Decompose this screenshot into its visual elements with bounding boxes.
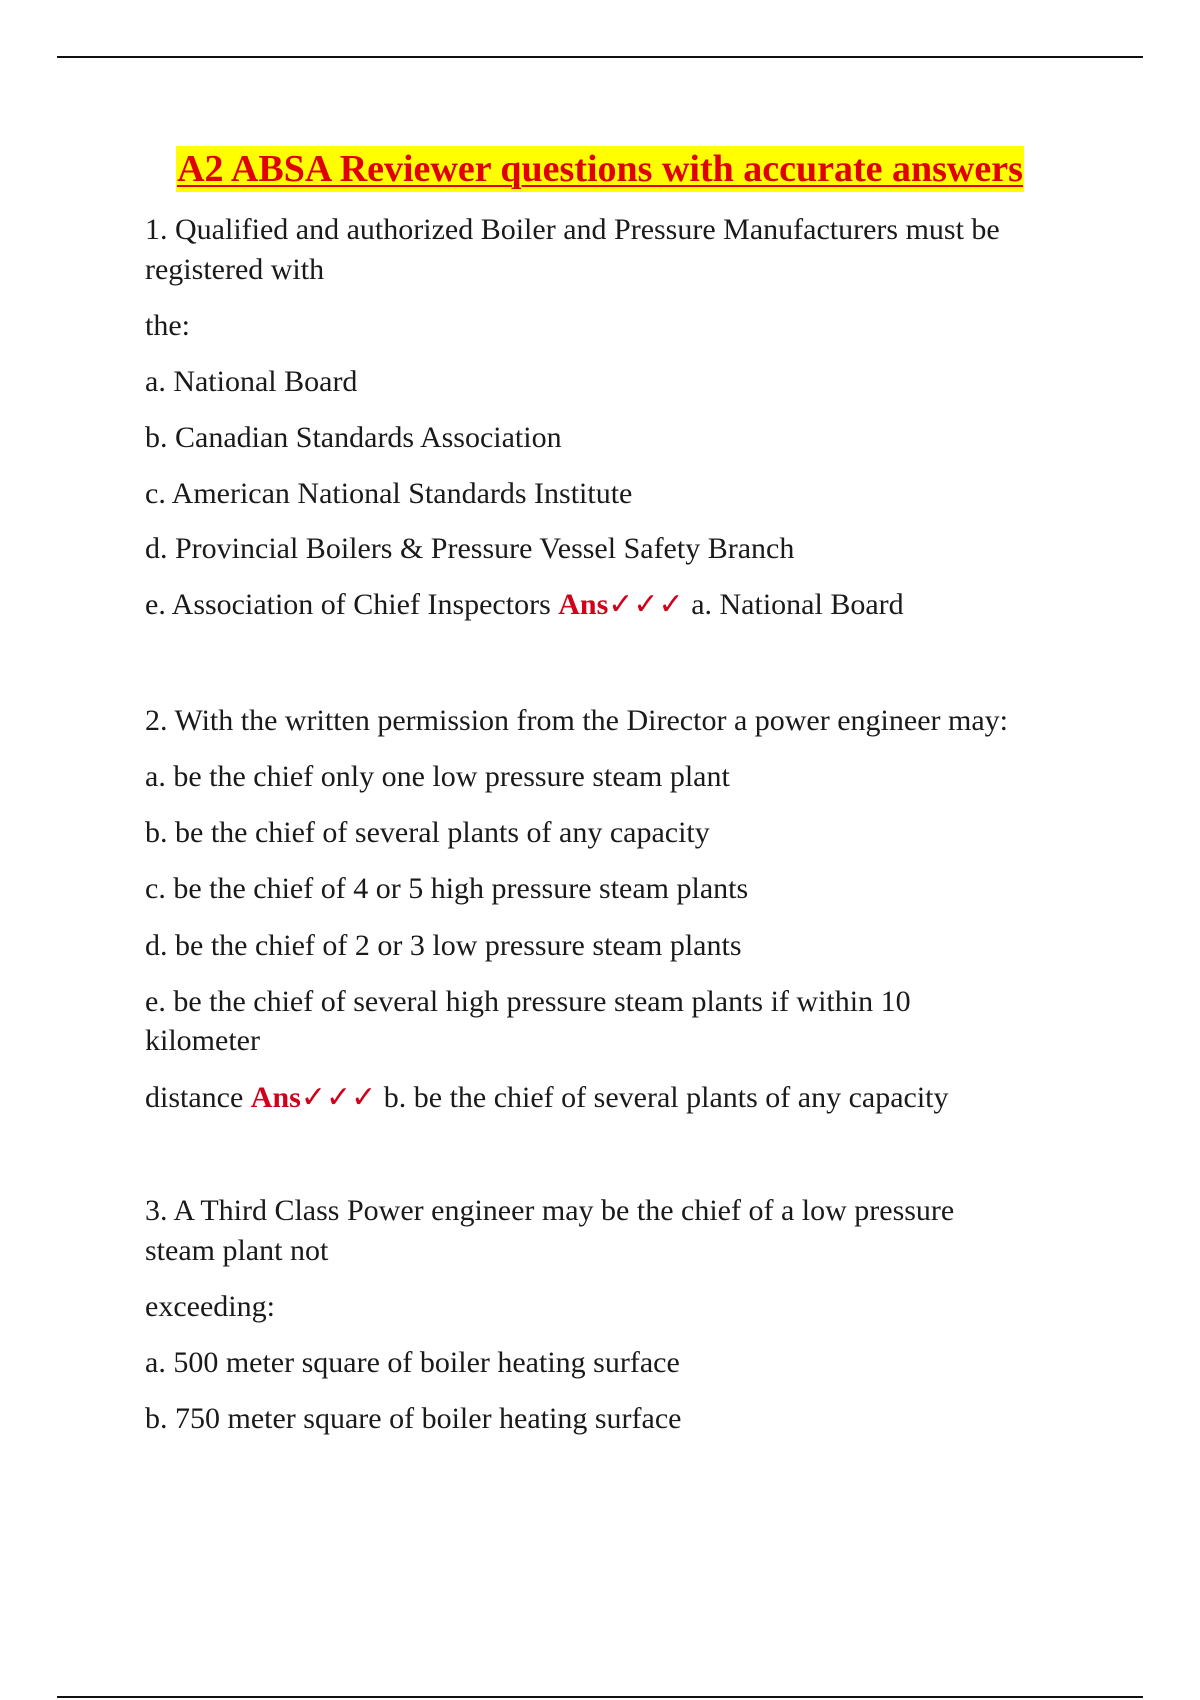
- question-1-option-a: a. National Board: [145, 365, 358, 398]
- question-2-option-b: b. be the chief of several plants of any capacity: [145, 816, 710, 849]
- question-2-option-c: c. be the chief of 4 or 5 high pressure steam plants: [145, 872, 749, 905]
- question-1-stem-line-1: 1. Qualified and authorized Boiler and Pressure Manufacturers must be: [145, 213, 1000, 246]
- question-2-option-e-line-1: e. be the chief of several high pressure steam plants if within 10: [145, 985, 911, 1018]
- question-2-option-a: a. be the chief only one low pressure steam plant: [145, 760, 730, 793]
- answer-label: Ans: [250, 1081, 301, 1114]
- document-title: A2 ABSA Reviewer questions with accurate answers: [177, 148, 1023, 190]
- question-1-option-b: b. Canadian Standards Association: [145, 421, 562, 454]
- question-1-stem-line-3: the:: [145, 309, 190, 342]
- question-2-option-e-line-3: distance: [145, 1081, 251, 1114]
- question-2-option-e-line-2: kilometer: [145, 1024, 260, 1057]
- question-3-stem-line-2: steam plant not: [145, 1234, 329, 1267]
- footer-rule: [57, 1696, 1143, 1698]
- checkmarks-icon: ✓✓✓: [608, 588, 684, 621]
- answer-label: Ans: [558, 588, 609, 621]
- question-1-stem-line-2: registered with: [145, 253, 325, 286]
- answer-text: b. be the chief of several plants of any capacity: [376, 1081, 949, 1114]
- question-3-stem-line-1: 3. A Third Class Power engineer may be the chief of a low pressure: [145, 1194, 955, 1227]
- question-2-answer-line: [145, 1080, 949, 1116]
- question-3-stem-line-3: exceeding:: [145, 1290, 275, 1323]
- question-2-option-d: d. be the chief of 2 or 3 low pressure steam plants: [145, 929, 742, 962]
- question-2-stem-line-1: 2. With the written permission from the Director a power engineer may:: [145, 704, 1008, 737]
- title-container: [0, 146, 1200, 192]
- question-1-answer-line: [145, 587, 904, 623]
- header-rule: [57, 56, 1143, 58]
- answer-text: a. National Board: [683, 588, 904, 621]
- question-1-option-d: d. Provincial Boilers & Pressure Vessel Safety Branch: [145, 532, 795, 565]
- question-1-option-e: e. Association of Chief Inspectors: [145, 588, 559, 621]
- question-3-option-a: a. 500 meter square of boiler heating surface: [145, 1346, 680, 1379]
- question-3-option-b: b. 750 meter square of boiler heating surface: [145, 1402, 682, 1435]
- question-1-option-c: c. American National Standards Institute: [145, 477, 633, 510]
- checkmarks-icon: ✓✓✓: [300, 1081, 377, 1114]
